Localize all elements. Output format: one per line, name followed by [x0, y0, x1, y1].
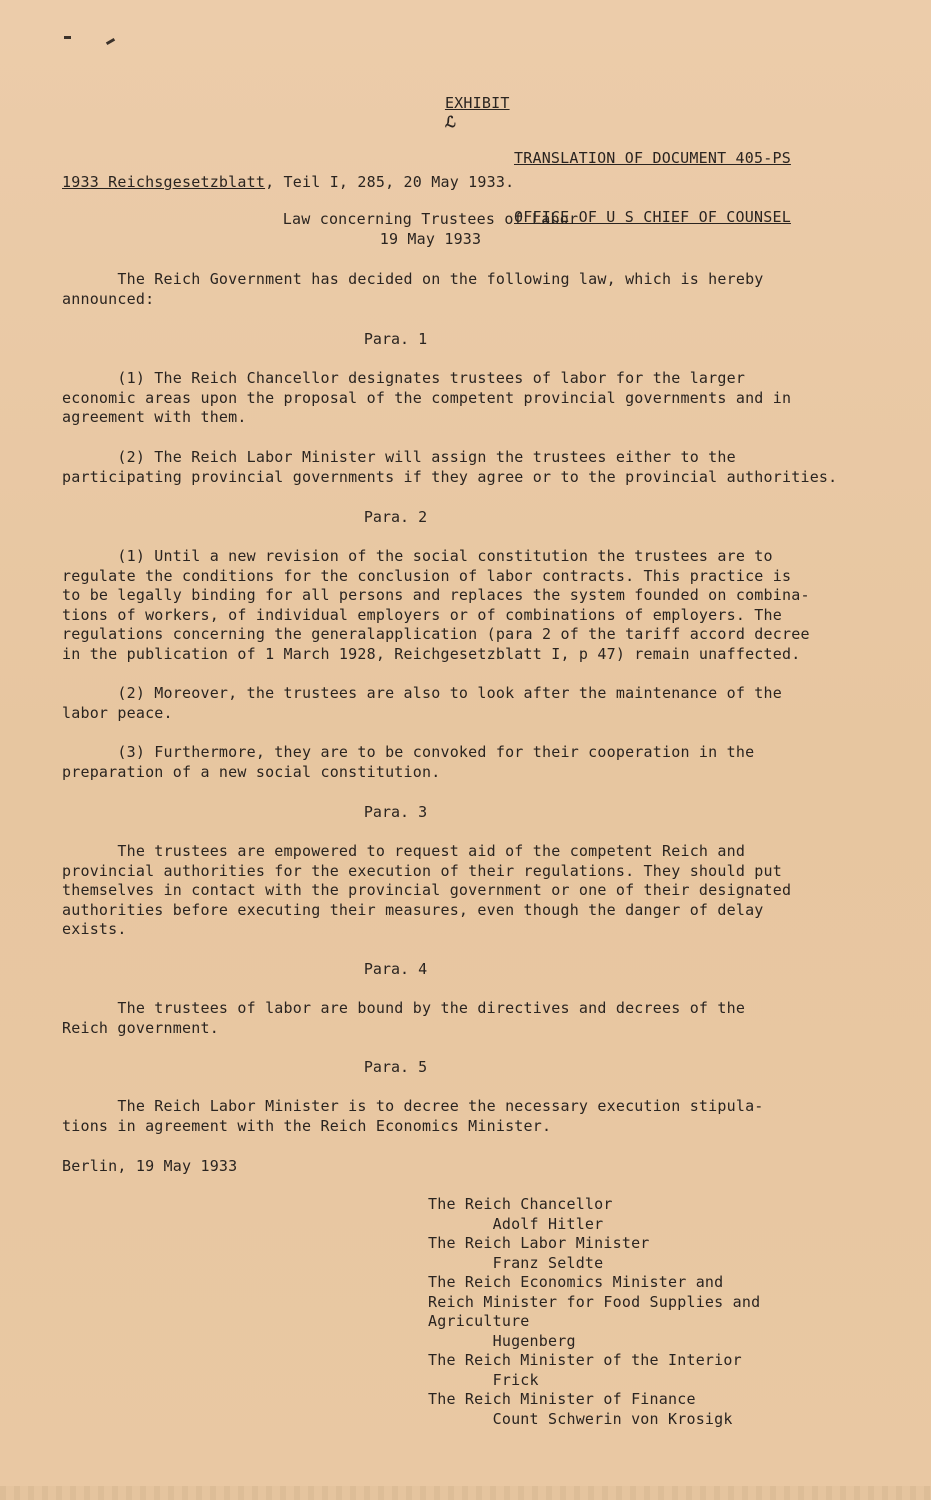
para-4-heading: Para. 4 — [363, 960, 428, 978]
para-1-heading: Para. 1 — [363, 330, 428, 348]
para-5-text: The Reich Labor Minister is to decree the necessary execution stipula- tions in agreement with the Reich Economics Minister. — [62, 1097, 764, 1135]
para-3-text: The trustees are empowered to request aid of the competent Reich and provincial authorities for the execution of their regulations. They should put themselves in contact with the provincial government or one of their designated authorities before executing their measures, even though the danger of delay exists. — [62, 842, 792, 938]
signature-block: The Reich Chancellor Adolf Hitler The Reich Labor Minister Franz Seldte The Reich Economics Minister and Reich Minister for Food Supplies and Agriculture Hugenberg The Reich Minister of the Interior Frick The Reich Minister of Finance Count Schwerin von Krosigk — [428, 1195, 761, 1428]
ink-mark — [106, 38, 115, 45]
preamble: The Reich Government has decided on the following law, which is hereby announced: — [62, 270, 764, 308]
para-2-section-3: (3) Furthermore, they are to be convoked for their cooperation in the preparation of a new social constitution. — [62, 743, 755, 781]
para-2-section-2: (2) Moreover, the trustees are also to look after the maintenance of the labor peace. — [62, 684, 782, 722]
exhibit-text: EXHIBIT — [444, 93, 510, 112]
para-5-heading: Para. 5 — [363, 1058, 428, 1076]
citation-source: 1933 Reichsgesetzblatt — [62, 173, 266, 191]
citation-details: , Teil I, 285, 20 May 1933. — [265, 173, 515, 191]
para-1-section-2: (2) The Reich Labor Minister will assign the trustees either to the participating provincial governments if they agree or to the provincial authorities. — [62, 448, 838, 486]
law-title-date: 19 May 1933 — [379, 229, 482, 248]
ink-mark — [64, 36, 71, 39]
exhibit-handwritten-mark: ℒ — [444, 113, 456, 131]
law-title — [0, 207, 931, 249]
para-3-heading: Para. 3 — [363, 803, 428, 821]
para-1-section-1: (1) The Reich Chancellor designates trustees of labor for the larger economic areas upon the proposal of the competent provincial governments and in agreement with them. — [62, 369, 792, 426]
exhibit-label — [408, 74, 510, 152]
citation — [62, 173, 514, 193]
place-date: Berlin, 19 May 1933 — [62, 1157, 238, 1175]
para-2-heading: Para. 2 — [363, 508, 428, 526]
translation-line-2: OFFICE OF U S CHIEF OF COUNSEL — [514, 207, 791, 226]
torn-bottom-edge — [0, 1486, 931, 1500]
translation-line-1: TRANSLATION OF DOCUMENT 405-PS — [514, 149, 791, 167]
para-4-text: The trustees of labor are bound by the directives and decrees of the Reich government. — [62, 999, 746, 1037]
law-title-line-1: Law concerning Trustees of Labor — [282, 210, 579, 228]
para-2-section-1: (1) Until a new revision of the social constitution the trustees are to regulate the conditions for the conclusion of labor contracts. This practice is to be legally binding for all persons and replaces the system founded on combina- tions of workers, of individual employers or of combinations of employers. The regulations concerning the generalapplication (para 2 of the tariff accord decree in the publication of 1 March 1928, Reichgesetzblatt I, p 47) remain unaffected. — [62, 547, 810, 663]
